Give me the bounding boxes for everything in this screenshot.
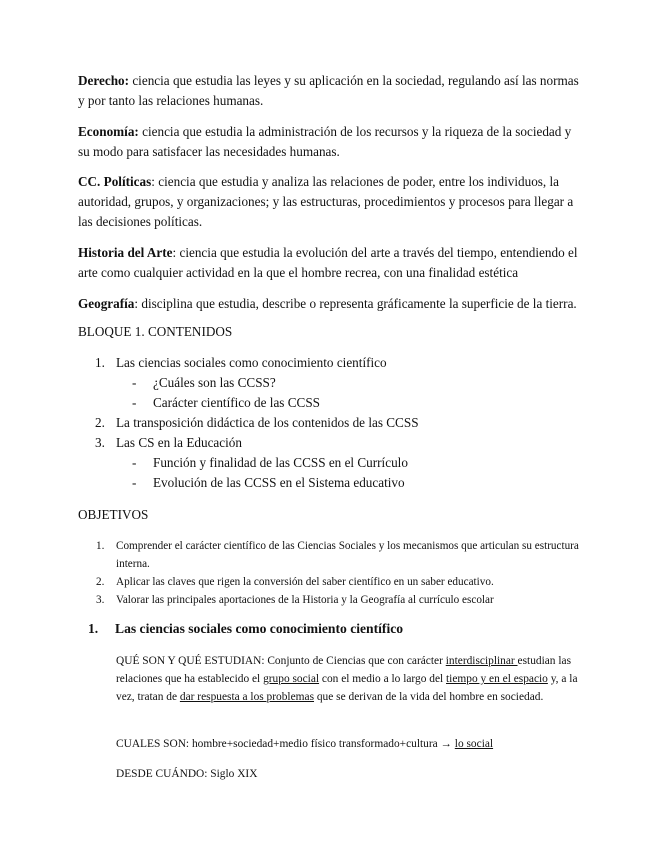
- que-son-paragraph: [116, 652, 581, 706]
- list-number: 2.: [95, 415, 105, 430]
- list-text: La transposición didáctica de los contenidos de las CCSS: [116, 415, 419, 430]
- underlined-term: grupo social: [263, 673, 320, 685]
- text-run: que se derivan de la vida del hombre en sociedad.: [314, 691, 544, 703]
- term: Economía:: [78, 124, 139, 139]
- underlined-term: dar respuesta a los problemas: [179, 691, 315, 703]
- list-dash: -: [132, 395, 137, 410]
- desde-cuando-line: DESDE CUÁNDO: Siglo XIX: [116, 768, 258, 780]
- list-number: 2.: [96, 576, 105, 588]
- list-item: [95, 355, 387, 371]
- definition-text: : ciencia que estudia y analiza las relaciones de poder, entre los individuos, la autoridad, grupos, y organizaciones; y las estructuras, procedimientos y procesos para llegar a las decisiones políticas.: [78, 174, 574, 229]
- list-item: [132, 395, 320, 411]
- list-item: [132, 455, 408, 471]
- list-number: 1.: [95, 355, 105, 370]
- list-item: [132, 375, 276, 391]
- underlined-term: tiempo y en el espacio: [446, 673, 548, 685]
- list-text: Carácter científico de las CCSS: [153, 395, 320, 410]
- list-dash: -: [132, 475, 137, 490]
- text-run: y, a la vez, tratan de: [116, 673, 578, 703]
- objective-item: [96, 537, 586, 573]
- text-run: estudian las relaciones que ha establecido el: [116, 655, 572, 685]
- section-heading: [88, 621, 403, 637]
- underlined-term: lo social: [454, 738, 494, 750]
- definition-economia: [78, 122, 583, 162]
- definition-cc-politicas: [78, 172, 583, 232]
- list-number: 3.: [96, 594, 105, 606]
- objective-item: [96, 591, 586, 609]
- definition-geografia: [78, 294, 583, 314]
- objective-text: Comprender el carácter científico de las Ciencias Sociales y los mecanismos que articulan su estructura interna.: [116, 540, 579, 570]
- list-text: ¿Cuáles son las CCSS?: [153, 375, 276, 390]
- definition-text: ciencia que estudia la administración de los recursos y la riqueza de la sociedad y su modo para satisfacer las necesidades humanas.: [78, 124, 572, 159]
- list-text: Las ciencias sociales como conocimiento científico: [116, 355, 387, 370]
- objective-item: [96, 573, 586, 591]
- list-item: [95, 415, 419, 431]
- list-item: [95, 435, 242, 451]
- definition-text: : ciencia que estudia la evolución del arte a través del tiempo, entendiendo el arte como cualquier actividad en la que el hombre recrea, con una finalidad estética: [78, 245, 578, 280]
- term: Geografía: [78, 296, 135, 311]
- list-number: 3.: [95, 435, 105, 450]
- arrow-icon: →: [440, 738, 452, 750]
- list-dash: -: [132, 455, 137, 470]
- section-title: Las ciencias sociales como conocimiento científico: [115, 621, 404, 636]
- text-run: con el medio a lo largo del: [319, 673, 447, 685]
- definition-text: ciencia que estudia las leyes y su aplicación en la sociedad, regulando así las normas y por tanto las relaciones humanas.: [78, 73, 579, 108]
- bloque-title: BLOQUE 1. CONTENIDOS: [78, 324, 233, 339]
- objetivos-title: OBJETIVOS: [78, 507, 149, 522]
- definition-text: : disciplina que estudia, describe o representa gráficamente la superficie de la tierra.: [134, 296, 577, 311]
- list-number: 1.: [96, 540, 105, 552]
- list-item: [132, 475, 405, 491]
- text-run: QUÉ SON Y QUÉ ESTUDIAN: Conjunto de Ciencias que con carácter: [116, 655, 446, 667]
- cuales-son-line: [116, 735, 581, 753]
- text-run: CUALES SON: hombre+sociedad+medio físico transformado+cultura: [116, 738, 441, 750]
- term: CC. Políticas: [78, 174, 152, 189]
- objective-text: Aplicar las claves que rigen la conversión del saber científico en un saber educativo.: [116, 576, 494, 588]
- list-text: Función y finalidad de las CCSS en el Currículo: [153, 455, 408, 470]
- term: Historia del Arte: [78, 245, 173, 260]
- list-dash: -: [132, 375, 137, 390]
- objective-text: Valorar las principales aportaciones de la Historia y la Geografía al currículo escolar: [116, 594, 494, 606]
- definition-derecho: [78, 71, 583, 111]
- list-text: Evolución de las CCSS en el Sistema educativo: [153, 475, 405, 490]
- definition-historia-arte: [78, 243, 583, 283]
- term: Derecho:: [78, 73, 130, 88]
- list-text: Las CS en la Educación: [116, 435, 242, 450]
- underlined-term: interdisciplinar: [445, 655, 518, 667]
- section-number: 1.: [88, 621, 99, 636]
